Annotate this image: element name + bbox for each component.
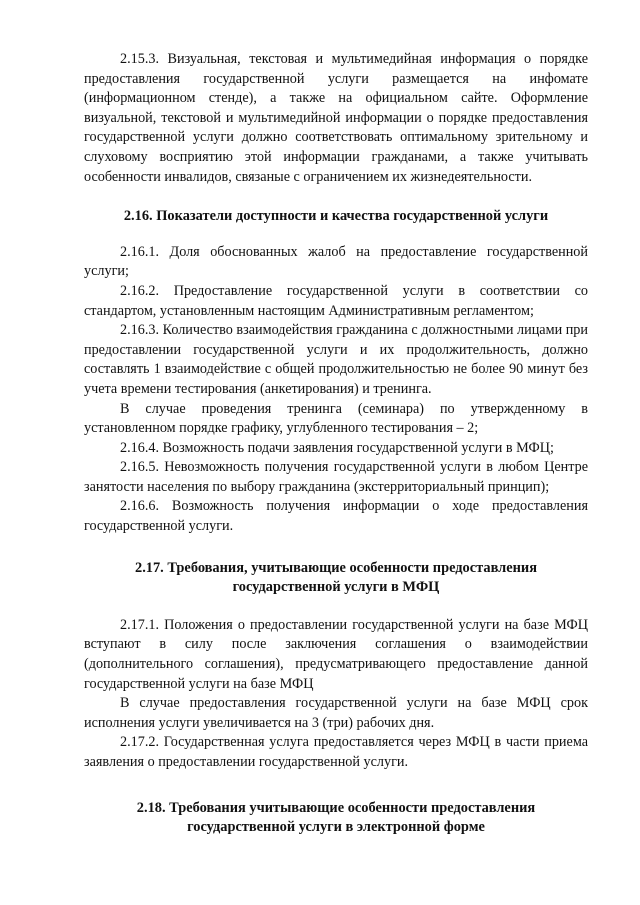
paragraph-2-15-3: 2.15.3. Визуальная, текстовая и мультимедийная информация о порядке предоставления государственной услуги размещается на инфомате (информационном стенде), а также на официальном сайте. Оформление визуальной, текстовой и мультимедийной информации о порядке предоставления государственной услуги должно соответствовать оптимальному зрительному и слуховому восприятию этой информации гражданами, а также учитывать особенности инвалидов, связаные с ограничением их жизнедеятельности.	[84, 51, 588, 185]
paragraph-training: В случае проведения тренинга (семинара) по утвержденному в установленном порядке графику, углубленного тестирования – 2;	[84, 400, 588, 437]
paragraph-term: В случае предоставления государственной услуги на базе МФЦ срок исполнения услуги увеличивается на 3 (три) рабочих дня.	[84, 695, 588, 731]
paragraph-2-16-1: 2.16.1. Доля обоснованных жалоб на предоставление государственной услуги;	[84, 243, 588, 280]
heading-2-18	[84, 799, 588, 838]
heading-2-17-line1: 2.17. Требования, учитывающие особенности предоставления	[135, 559, 537, 576]
paragraph-2-16-4: 2.16.4. Возможность подачи заявления государственной услуги в МФЦ;	[120, 439, 554, 456]
paragraph-2-16-5: 2.16.5. Невозможность получения государственной услуги в любом Центре занятости населения по выбору гражданина (экстерриториальный принцип);	[84, 459, 588, 495]
heading-2-16-text: 2.16. Показатели доступности и качества государственной услуги	[123, 208, 549, 225]
paragraph-2-16-6: 2.16.6. Возможность получения информации о ходе предоставления государственной услуги.	[84, 498, 588, 535]
paragraph-2-17-2: 2.17.2. Государственная услуга предоставляется через МФЦ в части приема заявления о предоставлении государственной услуги.	[84, 734, 588, 770]
heading-2-16	[84, 207, 588, 227]
heading-2-17	[84, 559, 588, 598]
paragraph-2-17-1: 2.17.1. Положения о предоставлении государственной услуги на базе МФЦ вступают в силу после заключения соглашения о взаимодействии (дополнительного соглашения), предусматривающего предоставление данной государственной услуги на базе МФЦ	[84, 616, 588, 692]
heading-2-18-line2: государственной услуги в электронной форме	[187, 819, 485, 836]
paragraph-2-16-2: 2.16.2. Предоставление государственной услуги в соответствии со стандартом, установленным настоящим Административным регламентом;	[84, 282, 588, 319]
heading-2-18-line1: 2.18. Требования учитывающие особенности предоставления	[136, 799, 536, 816]
heading-2-17-line2: государственной услуги в МФЦ	[232, 579, 440, 596]
paragraph-2-16-3: 2.16.3. Количество взаимодействия гражданина с должностными лицами при предоставлении государственной услуги и их продолжительность, должно составлять 1 взаимодействие с общей продолжительностью не более 90 минут без учета времени тестирования (анкетирования) и тренинга.	[84, 322, 588, 397]
document-page	[84, 50, 588, 838]
